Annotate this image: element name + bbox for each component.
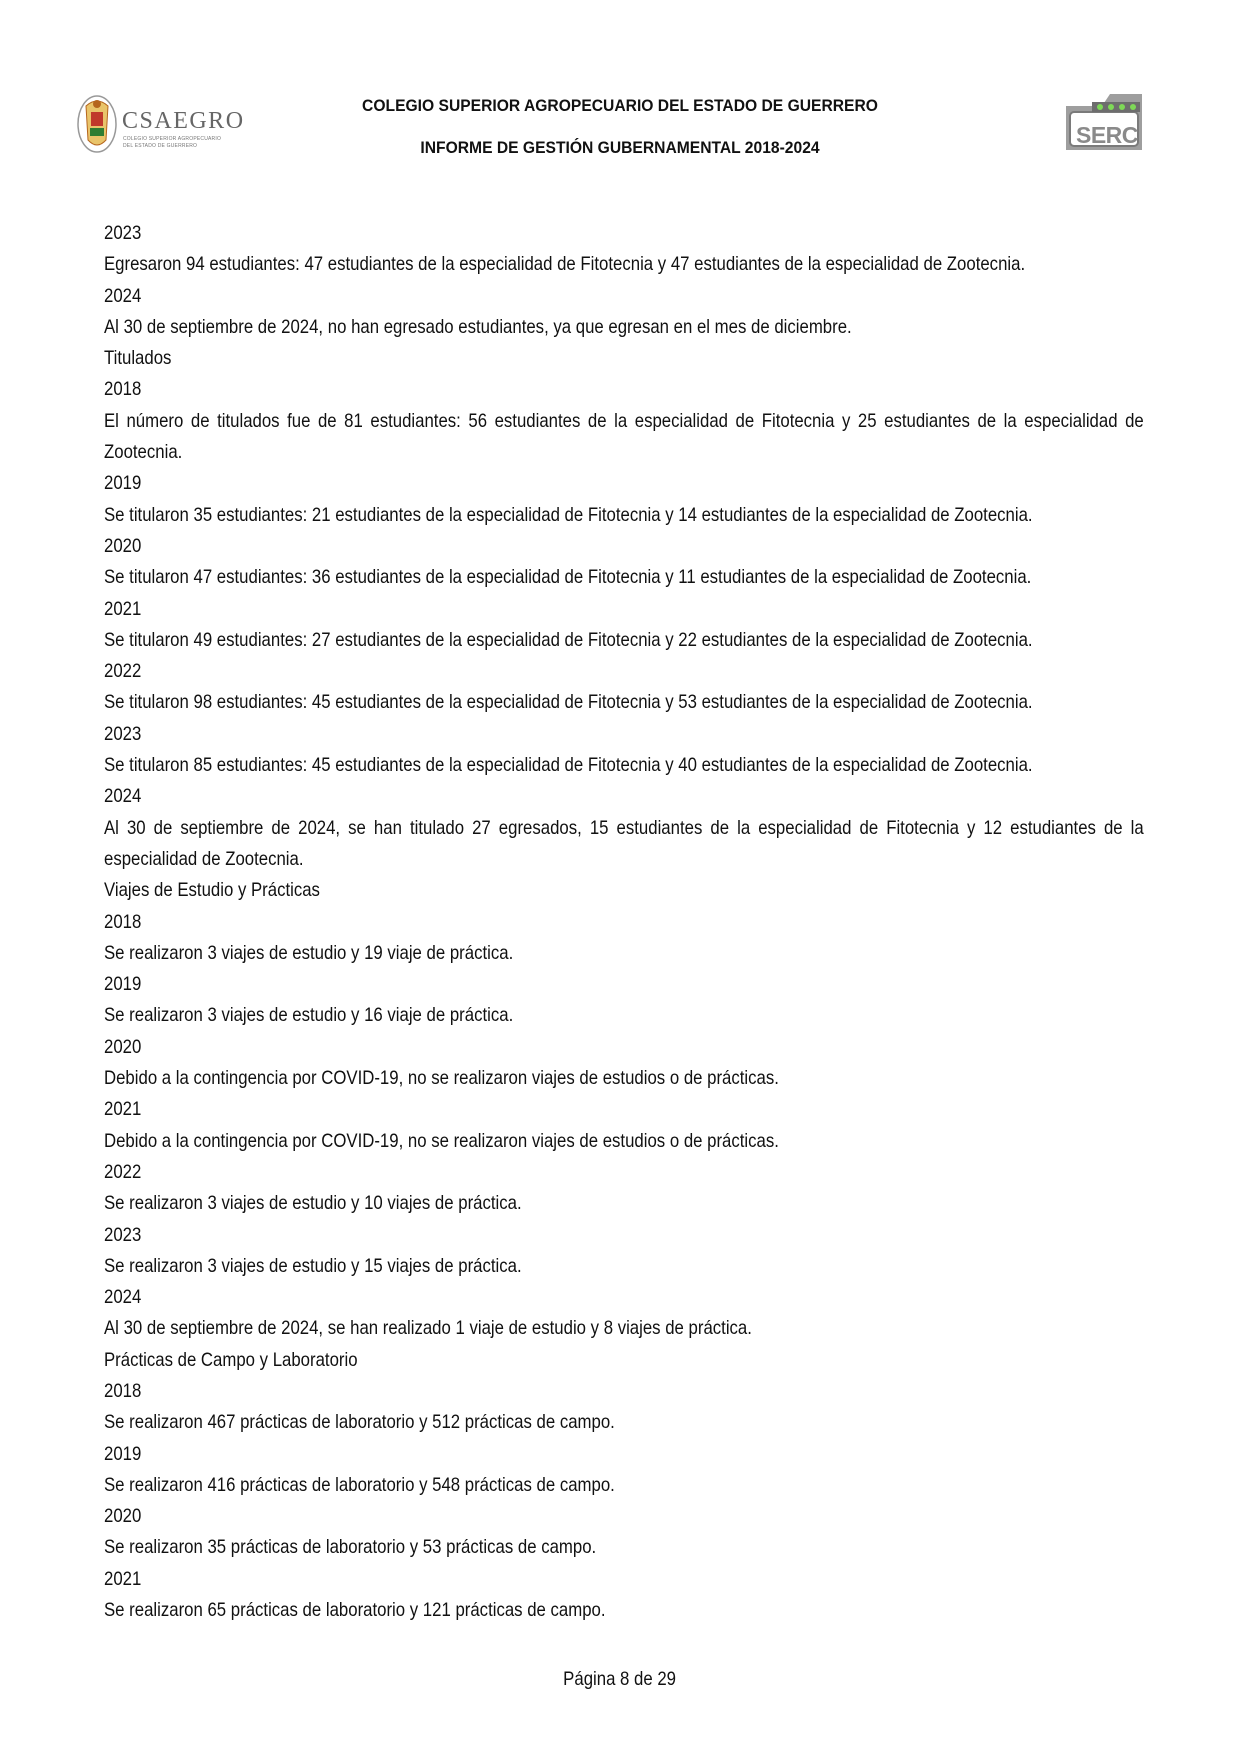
body-line: 2018 [104, 378, 142, 401]
page-number: Página 8 de 29 [563, 1668, 677, 1690]
body-line: 2018 [104, 910, 142, 933]
logo-subline-1: COLEGIO SUPERIOR AGROPECUARIO [123, 136, 222, 142]
body-line: 2022 [104, 1160, 142, 1183]
body-line: 2019 [104, 973, 142, 996]
header-title-report: INFORME DE GESTIÓN GUBERNAMENTAL 2018-2024 [420, 138, 820, 157]
body-line: Se titularon 98 estudiantes: 45 estudiantes de la especialidad de Fitotecnia y 53 estudiantes de la especialidad de Zootecnia. [104, 691, 1033, 714]
body-line: 2018 [104, 1379, 142, 1402]
body-line: 2024 [104, 1286, 142, 1309]
body-paragraph: El número de titulados fue de 81 estudiantes: 56 estudiantes de la especialidad de Fitotecnia y 25 estudiantes de la especialidad de Zootecnia. [104, 409, 1144, 464]
body-line: Se titularon 49 estudiantes: 27 estudiantes de la especialidad de Fitotecnia y 22 estudiantes de la especialidad de Zootecnia. [104, 628, 1033, 651]
body-line: 2021 [104, 1567, 142, 1590]
body-line: 2023 [104, 722, 142, 745]
body-line: 2021 [104, 1098, 142, 1121]
section-heading-titulados: Titulados [104, 347, 172, 370]
csaegro-logo [76, 92, 266, 158]
body-line: Se realizaron 3 viajes de estudio y 15 viajes de práctica. [104, 1254, 522, 1277]
body-line: 2019 [104, 472, 142, 495]
body-line: 2020 [104, 1035, 142, 1058]
body-line: 2022 [104, 660, 142, 683]
body-line: 2020 [104, 534, 142, 557]
body-line: Se realizaron 3 viajes de estudio y 16 viaje de práctica. [104, 1004, 514, 1027]
body-line: Se realizaron 3 viajes de estudio y 19 viaje de práctica. [104, 941, 514, 964]
body-line: 2020 [104, 1505, 142, 1528]
body-line: Se titularon 35 estudiantes: 21 estudiantes de la especialidad de Fitotecnia y 14 estudiantes de la especialidad de Zootecnia. [104, 503, 1033, 526]
body-line: Se realizaron 65 prácticas de laboratorio y 121 prácticas de campo. [104, 1599, 606, 1622]
body-line: 2023 [104, 222, 142, 244]
body-line: 2019 [104, 1442, 142, 1465]
logo-wordmark: CSAEGRO [122, 108, 245, 134]
page-header [0, 0, 1240, 190]
coat-of-arms-icon [76, 92, 118, 154]
section-heading-practicas: Prácticas de Campo y Laboratorio [104, 1348, 358, 1371]
body-line: Al 30 de septiembre de 2024, no han egresado estudiantes, ya que egresan en el mes de diciembre. [104, 315, 852, 338]
body-line: 2021 [104, 597, 142, 620]
body-line: 2023 [104, 1223, 142, 1246]
logo-subline-2: DEL ESTADO DE GUERRERO [123, 143, 198, 149]
body-line: Egresaron 94 estudiantes: 47 estudiantes de la especialidad de Fitotecnia y 47 estudiantes de la especialidad de Zootecnia. [104, 253, 1026, 276]
body-line: Se titularon 47 estudiantes: 36 estudiantes de la especialidad de Fitotecnia y 11 estudiantes de la especialidad de Zootecnia. [104, 566, 1032, 589]
body-line: 2024 [104, 785, 142, 808]
body-line: Debido a la contingencia por COVID-19, no se realizaron viajes de estudios o de prácticas. [104, 1129, 779, 1152]
body-line: Debido a la contingencia por COVID-19, no se realizaron viajes de estudios o de prácticas. [104, 1067, 779, 1090]
body-line: 2024 [104, 284, 142, 307]
serc-logo-text: SERC [1076, 122, 1138, 148]
header-title-institution: COLEGIO SUPERIOR AGROPECUARIO DEL ESTADO DE GUERRERO [362, 96, 878, 115]
body-line: Al 30 de septiembre de 2024, se han realizado 1 viaje de estudio y 8 viajes de práctica. [104, 1317, 752, 1340]
body-line: Se realizaron 35 prácticas de laboratorio y 53 prácticas de campo. [104, 1536, 597, 1559]
page-footer [0, 1668, 1240, 1691]
section-heading-viajes: Viajes de Estudio y Prácticas [104, 879, 320, 902]
body-line: Se titularon 85 estudiantes: 45 estudiantes de la especialidad de Fitotecnia y 40 estudiantes de la especialidad de Zootecnia. [104, 754, 1033, 777]
body-line: Se realizaron 3 viajes de estudio y 10 viajes de práctica. [104, 1192, 522, 1215]
report-body [104, 218, 1144, 1626]
body-paragraph: Al 30 de septiembre de 2024, se han titulado 27 egresados, 15 estudiantes de la especialidad de Fitotecnia y 12 estudiantes de la especialidad de Zootecnia. [104, 816, 1144, 870]
body-line: Se realizaron 467 prácticas de laboratorio y 512 prácticas de campo. [104, 1411, 615, 1434]
serc-logo [1062, 88, 1148, 156]
body-line: Se realizaron 416 prácticas de laboratorio y 548 prácticas de campo. [104, 1473, 615, 1496]
